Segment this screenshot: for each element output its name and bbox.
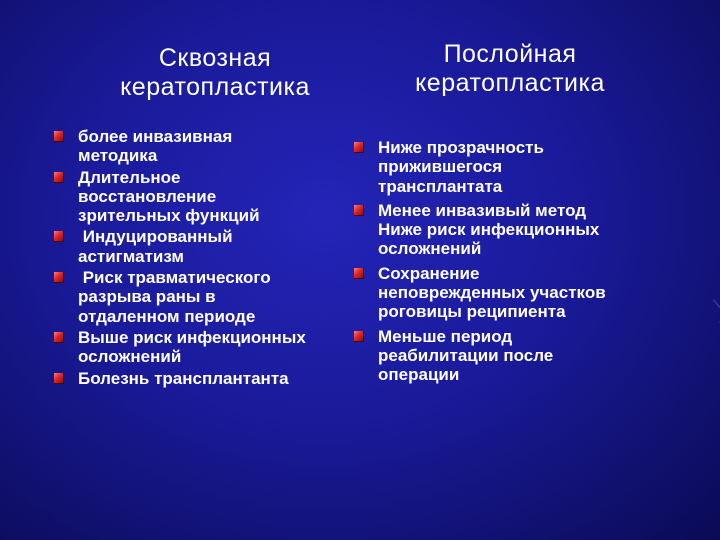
bullet-square-icon <box>354 205 364 216</box>
left-list-item <box>54 268 354 326</box>
list-item-line: отдаленном периоде <box>78 306 256 326</box>
list-item-line: осложнений <box>378 239 482 259</box>
list-item-line: трансплантата <box>378 176 503 196</box>
right-title-line-2: кератопластика <box>415 69 605 97</box>
bullet-square-icon <box>354 142 364 153</box>
list-item-line: Болезнь трансплантанта <box>78 368 289 388</box>
list-item-line: Длительное <box>78 167 181 187</box>
left-list-item <box>54 168 354 226</box>
bullet-square-icon <box>54 272 64 283</box>
list-item-line: Индуцированный <box>78 227 233 247</box>
list-item-line: Меньше период <box>378 326 513 346</box>
bullet-square-icon <box>354 268 364 279</box>
left-list-item <box>54 328 354 367</box>
right-list-item <box>354 201 664 259</box>
list-item-line: разрыва раны в <box>78 287 216 307</box>
right-column-title <box>375 40 645 98</box>
list-item-line: методика <box>78 146 158 166</box>
list-item-line: Выше риск инфекционных <box>78 327 306 347</box>
list-item-line: астигматизм <box>78 246 184 266</box>
left-list-item <box>54 369 354 388</box>
bullet-square-icon <box>54 172 64 183</box>
right-list-item <box>354 264 664 322</box>
list-item-line: более инвазивная <box>78 127 233 146</box>
left-list-item <box>54 127 354 166</box>
list-item-line: зрительных функций <box>78 206 260 226</box>
list-item-line: Сохранение <box>378 263 480 283</box>
list-item-line: неповрежденных участков <box>378 283 606 303</box>
list-item-line: восстановление <box>78 186 217 206</box>
left-title-line-1: Сквозная <box>158 44 272 72</box>
list-item-line: Ниже прозрачность <box>378 138 544 157</box>
right-title-line-1: Послойная <box>443 40 577 68</box>
left-title-line-2: кератопластика <box>120 73 310 101</box>
left-column-title <box>90 44 340 102</box>
list-item-line: Менее инвазивый метод <box>378 200 587 220</box>
right-bullet-list <box>354 138 664 390</box>
left-list-item <box>54 227 354 266</box>
list-item-line: Риск травматического <box>78 268 271 288</box>
list-item-line: прижившегося <box>378 157 503 177</box>
list-item-line: роговицы реципиента <box>378 302 566 322</box>
right-list-item <box>354 138 664 196</box>
bullet-square-icon <box>354 331 364 342</box>
bullet-square-icon <box>54 231 64 242</box>
bullet-square-icon <box>54 332 64 343</box>
list-item-line: реабилитации после <box>378 345 554 365</box>
left-bullet-list <box>54 127 354 390</box>
bullet-square-icon <box>54 131 64 142</box>
list-item-line: осложнений <box>78 347 182 367</box>
list-item-line: Ниже риск инфекционных <box>378 220 600 240</box>
right-list-item <box>354 327 664 385</box>
bullet-square-icon <box>54 373 64 384</box>
list-item-line: операции <box>378 365 460 385</box>
